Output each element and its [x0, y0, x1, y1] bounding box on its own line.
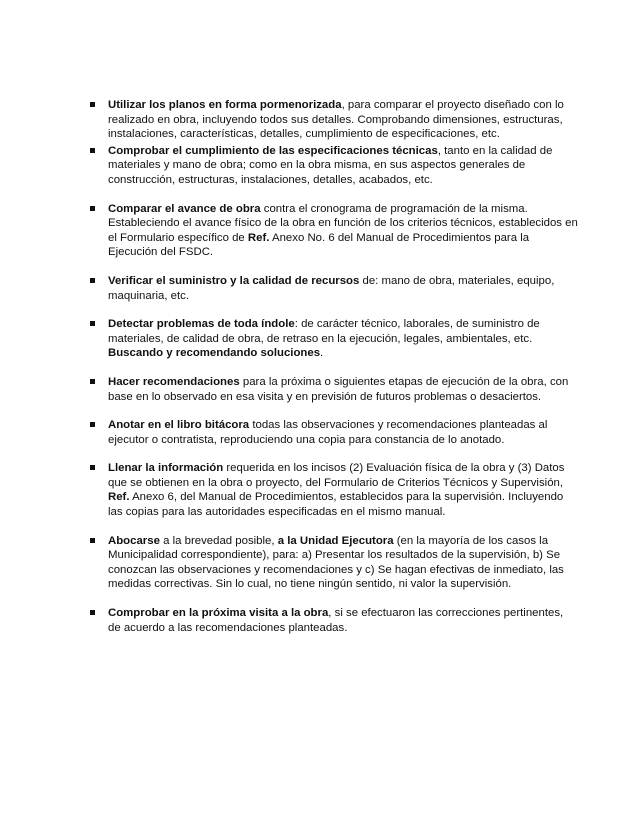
body-text: , si se efectuaron las correcciones pertinentes, de acuerdo a las recomendaciones planteadas.	[108, 607, 564, 634]
bold-text: Comprobar el cumplimiento de las especificaciones técnicas	[108, 144, 438, 157]
list-item	[88, 418, 578, 447]
list-item	[88, 98, 578, 142]
bold-text: Ref.	[247, 231, 270, 244]
body-text: , para comparar el proyecto diseñado con lo realizado en obra, incluyendo todos sus detalles. Comprobando dimensiones, estructuras, instalaciones, características, detalles, cumplimiento de especificaciones, etc.	[108, 99, 564, 141]
bold-text: Anotar en el libro bitácora	[108, 419, 250, 432]
square-bullet-icon	[90, 379, 95, 384]
bold-text: Utilizar los planos en forma pormenorizada	[108, 99, 342, 111]
square-bullet-icon	[90, 465, 95, 470]
list-item	[88, 375, 578, 404]
list-item	[88, 606, 578, 635]
body-text: requerida en los incisos (2) Evaluación física de la obra y (3) Datos que se obtienen en la obra o proyecto, del Formulario de Criterios Técnicos y Supervisión,	[108, 462, 565, 489]
bold-text: Detectar problemas de toda índole	[108, 318, 295, 331]
square-bullet-icon	[90, 148, 95, 153]
list-item	[88, 317, 578, 361]
bold-text: Comparar el avance de obra	[108, 202, 261, 215]
body-text: Anexo No. 6 del Manual de Procedimientos para la Ejecución del FSDC.	[108, 231, 530, 259]
body-text: .	[320, 347, 324, 360]
square-bullet-icon	[90, 102, 95, 107]
body-text: a la brevedad posible,	[159, 534, 278, 547]
square-bullet-icon	[90, 610, 95, 615]
body-text: para la próxima o siguientes etapas de ejecución de la obra, con base en lo observado en esa visita y en previsión de futuros problemas o desaciertos.	[108, 375, 569, 403]
body-text: : de carácter técnico, laborales, de suministro de materiales, de calidad de obra, de retraso en la ejecución, legales, ambientales, etc.	[108, 318, 540, 345]
list-item	[88, 144, 578, 188]
bold-text: Abocarse	[108, 534, 160, 547]
body-text: contra el cronograma de programación de la misma. Estableciendo el avance físico de la obra en función de los criterios técnicos, establecidos en el Formulario específico de	[108, 202, 578, 244]
body-text: Anexo 6, del Manual de Procedimientos, establecidos para la supervisión. Incluyendo las copias para las autoridades especificadas en el mismo manual.	[108, 491, 564, 519]
bold-text: Llenar la información	[108, 462, 224, 475]
square-bullet-icon	[90, 206, 95, 211]
body-text: (en la mayoría de los casos la Municipalidad correspondiente), para: a) Presentar los resultados de la supervisión, b) Se conozcan las observaciones y recomendaciones y c) Se hagan efectivas de inmediato, las medidas correctivas. Sin lo cual, no tiene ningún sentido, ni valor la supervisión.	[108, 534, 564, 591]
body-text: de: mano de obra, materiales, equipo, maquinaria, etc.	[108, 274, 555, 302]
list-item	[88, 274, 578, 303]
body-text: todas las observaciones y recomendaciones planteadas al ejecutor o contratista, reproduciendo una copia para constancia de lo anotado.	[108, 419, 548, 446]
body-text: , tanto en la calidad de materiales y mano de obra; como en la obra misma, en sus aspectos generales de construcción, estructuras, instalaciones, detalles, acabados, etc.	[108, 144, 553, 186]
square-bullet-icon	[90, 321, 95, 326]
square-bullet-icon	[90, 278, 95, 283]
bold-text: Ref.	[108, 491, 130, 504]
square-bullet-icon	[90, 422, 95, 427]
list-item	[88, 202, 578, 260]
bold-text: Verificar el suministro y la calidad de recursos	[108, 274, 360, 287]
bold-text: Comprobar en la próxima visita a la obra	[108, 607, 329, 620]
bold-text: a la Unidad Ejecutora	[277, 534, 394, 547]
bold-text: Buscando y recomendando soluciones	[108, 347, 321, 360]
bullet-list	[88, 98, 578, 649]
list-item	[88, 534, 578, 592]
square-bullet-icon	[90, 538, 95, 543]
list-item	[88, 461, 578, 519]
bold-text: Hacer recomendaciones	[108, 375, 240, 388]
